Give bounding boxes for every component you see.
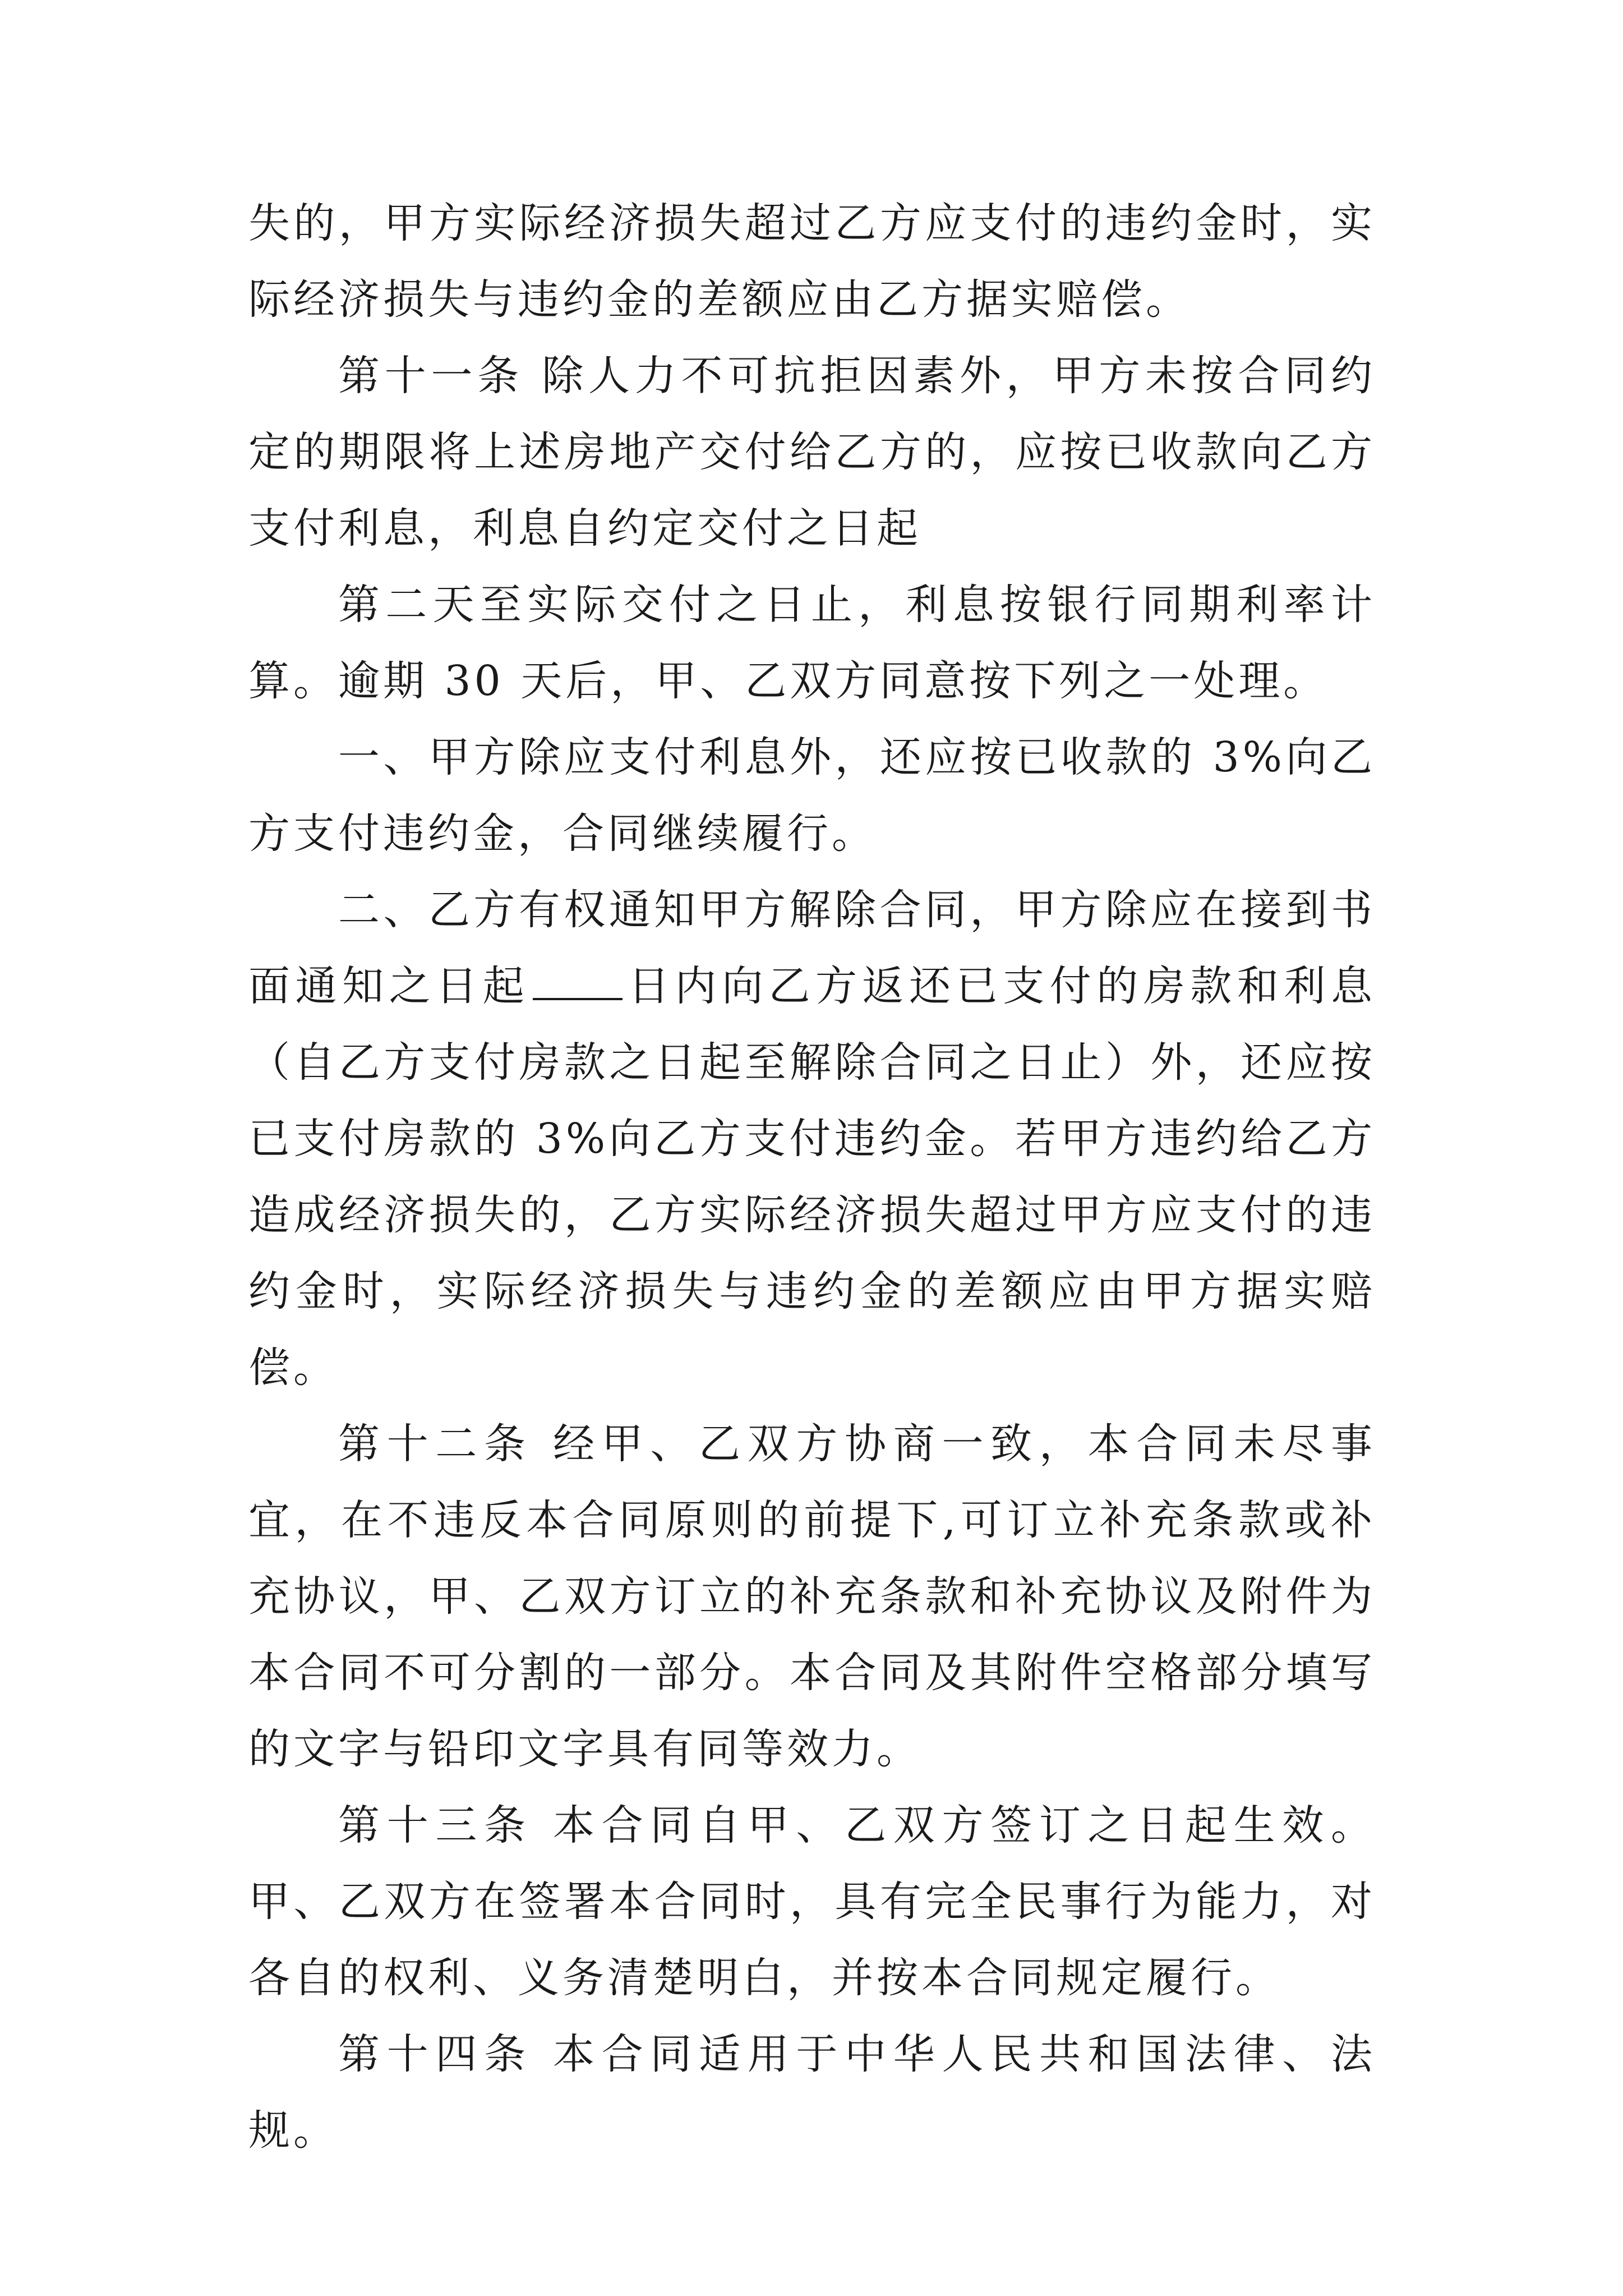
paragraph-option-two [248,872,1376,1406]
paragraph-article-12: 第十二条 经甲、乙双方协商一致，本合同未尽事宜，在不违反本合同原则的前提下,可订立补充条款或补充协议，甲、乙双方订立的补充条款和补充协议及附件为本合同不可分割的一部分。本合同及其附件空格部分填写的文字与铅印文字具有同等效力。 [248,1420,1376,1773]
option-two-text-after: 日内向乙方返还已支付的房款和利息（自乙方支付房款之日起至解除合同之日止）外，还应按已支付房款的 3%向乙方支付违约金。若甲方违约给乙方造成经济损失的，乙方实际经济损失超过甲方应支付的违约金时，实际经济损失与违约金的差额应由甲方据实赔偿。 [248,962,1376,1392]
paragraph-article-14: 第十四条 本合同适用于中华人民共和国法律、法规。 [248,2030,1376,2155]
paragraph-article-13: 第十三条 本合同自甲、乙双方签订之日起生效。甲、乙双方在签署本合同时，具有完全民事行为能力，对各自的权利、义务清楚明白，并按本合同规定履行。 [248,1801,1376,2002]
option-two-text-before: 二、乙方有权通知甲方解除合同，甲方除应在接到书面通知之日起 [248,886,1376,1010]
paragraph-option-one: 一、甲方除应支付利息外，还应按已收款的 3%向乙方支付违约金，合同继续履行。 [248,733,1376,858]
paragraph-continuation: 失的，甲方实际经济损失超过乙方应支付的违约金时，实际经济损失与违约金的差额应由乙方据实赔偿。 [248,199,1376,324]
document-body [248,185,1376,2169]
paragraph-interest-terms: 第二天至实际交付之日止，利息按银行同期利率计算。逾期 30 天后，甲、乙双方同意按下列之一处理。 [248,581,1376,705]
fill-in-blank [533,959,623,1000]
paragraph-article-11: 第十一条 除人力不可抗拒因素外，甲方未按合同约定的期限将上述房地产交付给乙方的，应按已收款向乙方支付利息，利息自约定交付之日起 [248,352,1376,553]
